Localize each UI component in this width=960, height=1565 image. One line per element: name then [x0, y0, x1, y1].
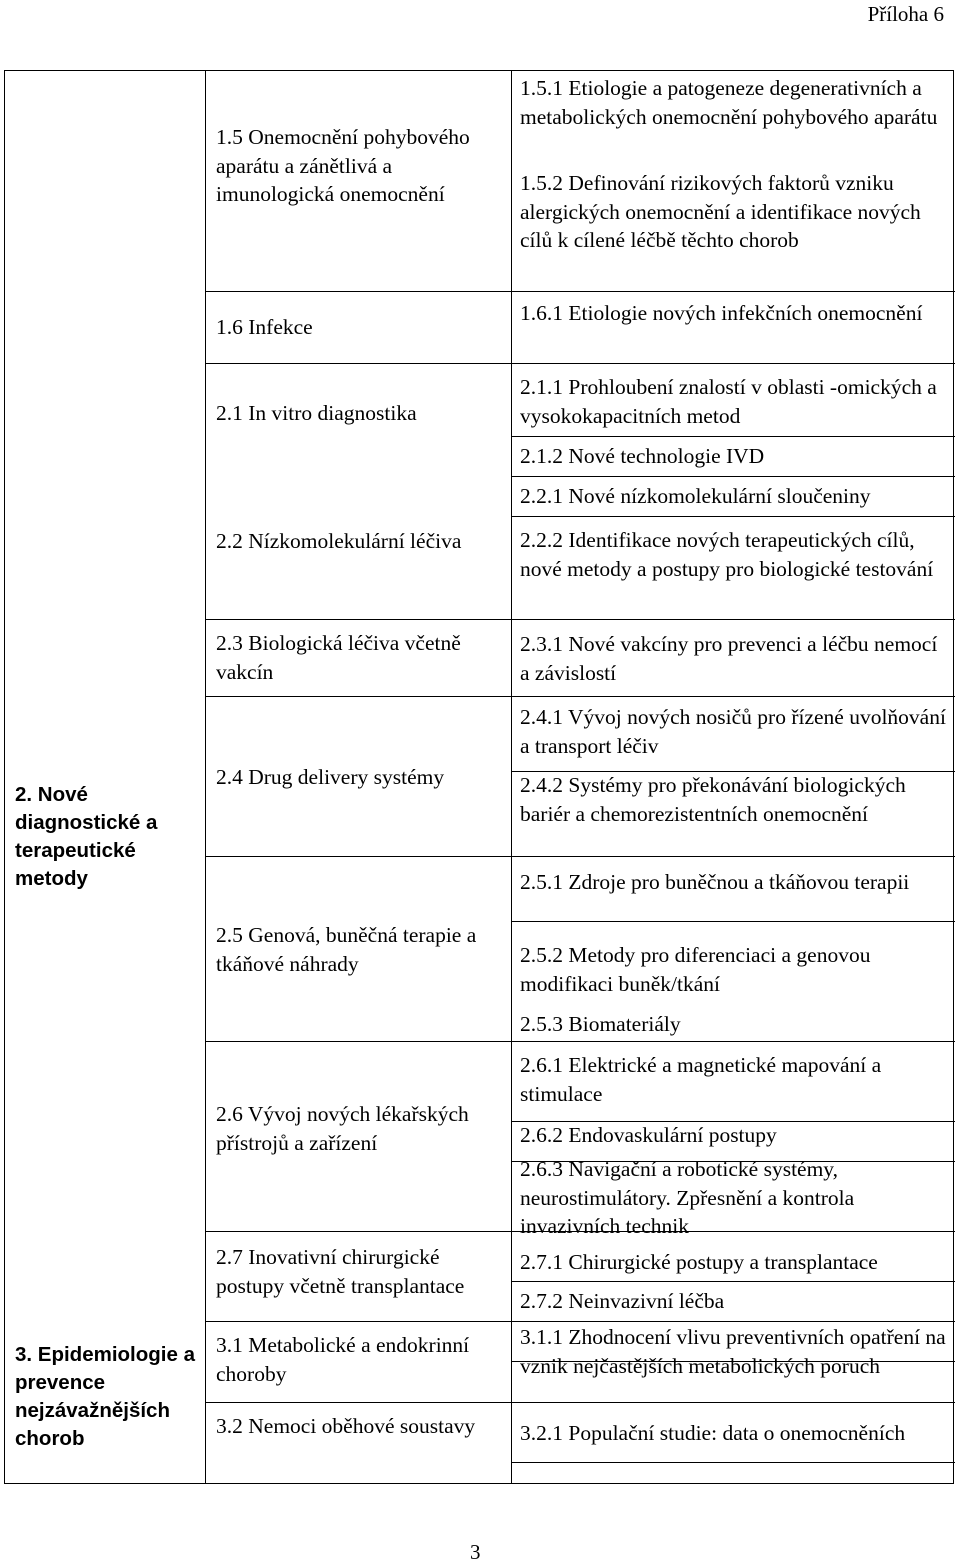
goal-cell: 2.3.1 Nové vakcíny pro prevenci a léčbu nemocí a závislostí: [520, 632, 938, 685]
subarea-cell: 3.1 Metabolické a endokrinní choroby: [216, 1333, 470, 1386]
row-divider: [511, 921, 955, 922]
goal-cell: 1.5.2 Definování rizikových faktorů vzniku alergických onemocnění a identifikace nových cílů k cílené léčbě těchto chorob: [520, 171, 921, 252]
row-divider: [205, 619, 955, 620]
row-divider: [205, 1041, 955, 1042]
group-title: 3. Epidemiologie a prevence nejzávažnějších chorob: [15, 1343, 195, 1450]
row-divider: [205, 696, 955, 697]
column-divider: [205, 71, 206, 1483]
goal-cell: 2.1.2 Nové technologie IVD: [520, 444, 765, 468]
subarea-cell: 2.2 Nízkomolekulární léčiva: [216, 529, 462, 553]
row-divider: [511, 1462, 955, 1463]
goal-cell: 3.2.1 Populační studie: data o onemocněních: [520, 1421, 906, 1445]
goal-cell: 1.5.1 Etiologie a patogeneze degenerativních a metabolických onemocnění pohybového aparátu: [520, 76, 938, 129]
goal-cell: 2.5.2 Metody pro diferenciaci a genovou modifikaci buněk/tkání: [520, 943, 871, 996]
row-divider: [511, 516, 955, 517]
goal-cell: 2.6.1 Elektrické a magnetické mapování a stimulace: [520, 1053, 882, 1106]
column-divider: [511, 71, 512, 1483]
row-divider: [511, 436, 955, 437]
goal-cell: 2.5.1 Zdroje pro buněčnou a tkáňovou terapii: [520, 870, 910, 894]
row-divider: [511, 476, 955, 477]
appendix-label: Příloha 6: [867, 2, 944, 26]
goal-cell: 2.6.2 Endovaskulární postupy: [520, 1123, 777, 1147]
goal-cell: 2.7.1 Chirurgické postupy a transplantace: [520, 1250, 878, 1274]
goal-cell: 2.6.3 Navigační a robotické systémy, neurostimulátory. Zpřesnění a kontrola invazivních technik: [520, 1157, 855, 1238]
page-number: 3: [470, 1540, 481, 1564]
row-divider: [205, 363, 955, 364]
subarea-cell: 1.5 Onemocnění pohybového aparátu a zánětlivá a imunologická onemocnění: [216, 125, 470, 206]
subarea-cell: 2.1 In vitro diagnostika: [216, 401, 417, 425]
row-divider: [205, 1402, 955, 1403]
subarea-cell: 2.6 Vývoj nových lékařských přístrojů a zařízení: [216, 1102, 469, 1155]
row-divider: [205, 856, 955, 857]
goal-cell: 3.1.1 Zhodnocení vlivu preventivních opatření na vznik nejčastějších metabolických poruch: [520, 1325, 946, 1378]
subarea-cell: 3.2 Nemoci oběhové soustavy: [216, 1414, 476, 1438]
group-title: 2. Nové diagnostické a terapeutické metody: [15, 783, 158, 890]
goal-cell: 1.6.1 Etiologie nových infekčních onemocnění: [520, 301, 923, 325]
subarea-cell: 2.4 Drug delivery systémy: [216, 765, 445, 789]
subarea-cell: 1.6 Infekce: [216, 315, 313, 339]
goal-cell: 2.2.2 Identifikace nových terapeutických cílů, nové metody a postupy pro biologické testování: [520, 528, 934, 581]
subarea-cell: 2.5 Genová, buněčná terapie a tkáňové náhrady: [216, 923, 477, 976]
subarea-cell: 2.7 Inovativní chirurgické postupy včetně transplantace: [216, 1245, 465, 1298]
priorities-table: [4, 70, 954, 1484]
row-divider: [205, 291, 955, 292]
goal-cell: 2.4.2 Systémy pro překonávání biologických bariér a chemorezistentních onemocnění: [520, 773, 906, 826]
goal-cell: 2.7.2 Neinvazivní léčba: [520, 1289, 725, 1313]
row-divider: [511, 1281, 955, 1282]
goal-cell: 2.2.1 Nové nízkomolekulární sloučeniny: [520, 484, 871, 508]
goal-cell: 2.4.1 Vývoj nových nosičů pro řízené uvolňování a transport léčiv: [520, 705, 946, 758]
subarea-cell: 2.3 Biologická léčiva včetně vakcín: [216, 631, 461, 684]
goal-cell: 2.1.1 Prohloubení znalostí v oblasti -omických a vysokokapacitních metod: [520, 375, 937, 428]
goal-cell: 2.5.3 Biomateriály: [520, 1012, 681, 1036]
